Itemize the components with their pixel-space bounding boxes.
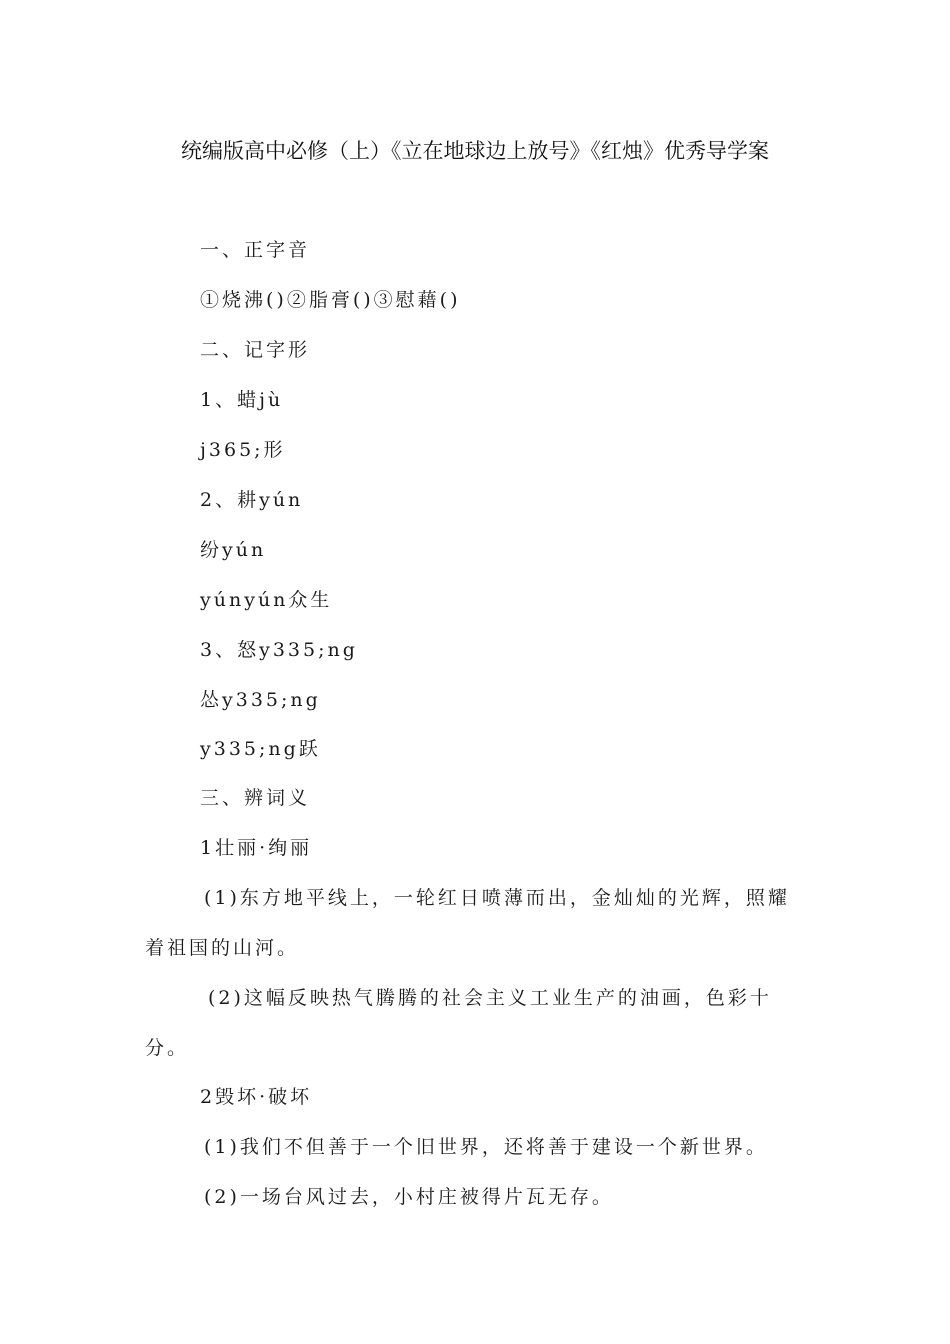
form-item-3a: 3、怒y335;ng [200, 639, 358, 661]
sentence-1-2-continued: 分。 [145, 1037, 190, 1059]
sentence-1-1-continued: 着祖国的山河。 [145, 937, 300, 959]
section-heading-word-meaning: 三、辨词义 [200, 787, 311, 809]
section-heading-pronunciation: 一、正字音 [200, 239, 311, 261]
section-heading-character-form: 二、记字形 [200, 339, 311, 361]
sentence-1-1: (1)东方地平线上，一轮红日喷薄而出，金灿灿的光辉，照耀 [204, 887, 790, 909]
form-item-2a: 2、耕yún [200, 489, 304, 511]
pronunciation-items: ①烧沸()②脂膏()③慰藉() [200, 289, 461, 311]
word-pair-2: 2毁坏·破坏 [200, 1086, 313, 1108]
form-item-3c: y335;ng跃 [200, 738, 321, 760]
sentence-2-1: (1)我们不但善于一个旧世界，还将善于建设一个新世界。 [204, 1136, 768, 1158]
word-pair-1: 1壮丽·绚丽 [200, 837, 313, 859]
sentence-2-2: (2)一场台风过去，小村庄被得片瓦无存。 [204, 1186, 614, 1208]
form-item-2c: yúnyún众生 [200, 589, 333, 611]
sentence-1-2: (2)这幅反映热气腾腾的社会主义工业生产的油画，色彩十 [208, 987, 772, 1009]
form-item-1b: j365;形 [200, 439, 286, 461]
form-item-3b: 怂y335;ng [200, 689, 321, 711]
form-item-1a: 1、蜡jù [200, 389, 284, 411]
form-item-2b: 纷yún [200, 539, 267, 561]
document-title: 统编版高中必修（上）《立在地球边上放号》《红烛》优秀导学案 [181, 139, 769, 163]
